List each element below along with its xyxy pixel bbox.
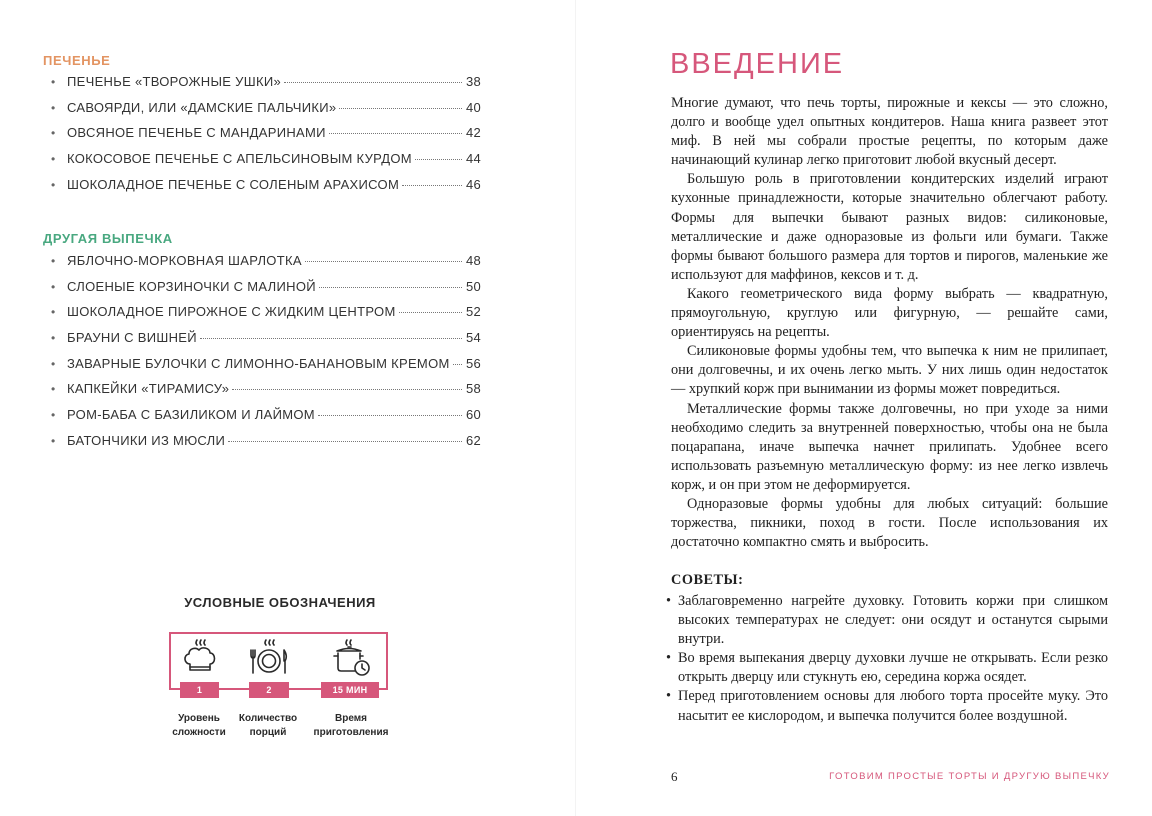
bullet-icon: • — [666, 688, 672, 705]
toc-item[interactable] — [51, 177, 481, 203]
dot-leader — [339, 108, 462, 109]
toc-item-page: 42 — [465, 125, 481, 141]
bullet-icon: • — [51, 75, 56, 89]
servings-badge: 2 — [249, 682, 289, 698]
tip-item — [666, 687, 1108, 725]
pot-timer-icon — [329, 637, 373, 681]
toc-section-title-other: ДРУГАЯ ВЫПЕЧКА — [43, 231, 173, 246]
chef-hat-icon — [178, 637, 222, 681]
toc-item-title: КАПКЕЙКИ «ТИРАМИСУ» — [67, 381, 230, 397]
legend-title: УСЛОВНЫЕ ОБОЗНАЧЕНИЯ — [184, 595, 376, 610]
dot-leader — [415, 159, 462, 160]
dot-leader — [305, 261, 462, 262]
toc-item-title: САВОЯРДИ, ИЛИ «ДАМСКИЕ ПАЛЬЧИКИ» — [67, 99, 337, 115]
toc-item-title: ШОКОЛАДНОЕ ПЕЧЕНЬЕ С СОЛЕНЫМ АРАХИСОМ — [67, 176, 400, 192]
dot-leader — [399, 312, 462, 313]
tip-text: Во время выпекания дверцу духовки лучше не открывать. Если резко открыть дверцу или стукнуть ею, середина коржа осядет. — [678, 650, 1108, 686]
legend-label-time: Время приготовления — [313, 713, 389, 738]
toc-list-cookies — [51, 74, 481, 202]
legend-frame-line — [289, 688, 321, 690]
toc-item-title: ПЕЧЕНЬЕ «ТВОРОЖНЫЕ УШКИ» — [67, 74, 281, 89]
toc-item[interactable] — [51, 74, 481, 100]
toc-item-title: ШОКОЛАДНОЕ ПИРОЖНОЕ С ЖИДКИМ ЦЕНТРОМ — [67, 304, 396, 320]
bullet-icon: • — [51, 433, 56, 448]
tips-title: СОВЕТЫ: — [671, 572, 744, 588]
toc-item-title: СЛОЕНЫЕ КОРЗИНОЧКИ С МАЛИНОЙ — [67, 278, 316, 294]
legend-frame-line — [169, 688, 180, 690]
toc-item-page: 58 — [465, 381, 481, 397]
paragraph: Одноразовые формы удобны для любых ситуаций: большие торжества, пикники, поход в гости. После использования их достаточно компактно смять и выбросить. — [671, 495, 1108, 551]
dot-leader — [318, 415, 462, 416]
toc-item-page: 46 — [465, 176, 481, 192]
paragraph: Силиконовые формы удобны тем, что выпечка к ним не прилипает, они долговечны, и их очень легко мыть. У них лишь один недостаток — хрупкий корж при вынимании из формы может повредиться. — [671, 343, 1108, 398]
legend-frame-line — [379, 688, 388, 690]
dot-leader — [402, 185, 462, 186]
legend-label-servings: Количество порций — [238, 713, 298, 738]
toc-item-page: 50 — [465, 278, 481, 294]
toc-item[interactable] — [51, 304, 481, 330]
toc-item-page: 52 — [465, 304, 481, 320]
dot-leader — [232, 389, 462, 390]
toc-item-title: ЯБЛОЧНО-МОРКОВНАЯ ШАРЛОТКА — [67, 253, 302, 268]
toc-item[interactable] — [51, 407, 481, 433]
toc-item-title: РОМ-БАБА С БАЗИЛИКОМ И ЛАЙМОМ — [67, 407, 315, 423]
tip-item — [666, 649, 1108, 687]
toc-section-title-cookies: ПЕЧЕНЬЕ — [43, 53, 111, 68]
toc-item-page: 56 — [465, 355, 481, 371]
bullet-icon: • — [51, 100, 56, 115]
paragraph: Большую роль в приготовлении кондитерских изделий играют кухонные принадлежности, которые значительно облегчают работу. Формы для выпечки бывают разных видов: силиконовые, металлические и даже одноразовые из фольги или бумаги. Также формы бывают большого размера для тортов и пирогов, маленькие же используют для маффинов, кексов и т. д. — [671, 171, 1108, 283]
toc-item-page: 48 — [465, 253, 481, 268]
toc-item-title: ЗАВАРНЫЕ БУЛОЧКИ С ЛИМОННО-БАНАНОВЫМ КРЕМОМ — [67, 355, 450, 371]
toc-item[interactable] — [51, 330, 481, 356]
toc-item[interactable] — [51, 279, 481, 305]
legend-label-difficulty: Уровень сложности — [172, 713, 226, 738]
bullet-icon: • — [666, 650, 672, 667]
toc-item[interactable] — [51, 433, 481, 459]
toc-item[interactable] — [51, 356, 481, 382]
tip-text: Перед приготовлением основы для любого торта просейте муку. Это насытит ее кислородом, и выпечка получится более воздушной. — [678, 688, 1108, 724]
toc-item[interactable] — [51, 151, 481, 177]
tips-list — [666, 592, 1108, 726]
toc-item-page: 38 — [465, 74, 481, 89]
bullet-icon: • — [51, 152, 56, 167]
toc-item-page: 54 — [465, 330, 481, 346]
bullet-icon: • — [51, 305, 56, 320]
dot-leader — [200, 338, 462, 339]
page-title: ВВЕДЕНИЕ — [670, 48, 845, 80]
toc-item[interactable] — [51, 100, 481, 126]
running-title: ГОТОВИМ ПРОСТЫЕ ТОРТЫ И ДРУГУЮ ВЫПЕЧКУ — [829, 771, 1110, 782]
bullet-icon: • — [51, 254, 56, 268]
difficulty-badge: 1 — [180, 682, 219, 698]
toc-item-page: 40 — [465, 99, 481, 115]
page-number: 6 — [671, 769, 678, 784]
toc-item[interactable] — [51, 125, 481, 151]
right-page — [576, 0, 1152, 816]
intro-body — [671, 94, 1108, 552]
dot-leader — [319, 287, 462, 288]
toc-item-title: КОКОСОВОЕ ПЕЧЕНЬЕ С АПЕЛЬСИНОВЫМ КУРДОМ — [67, 151, 412, 167]
bullet-icon: • — [666, 593, 672, 609]
dot-leader — [228, 441, 462, 442]
legend-frame-line — [219, 688, 249, 690]
bullet-icon: • — [51, 177, 56, 192]
paragraph: Какого геометрического вида форму выбрать — квадратную, прямоугольную, круглую или фигурную, — решайте сами, ориентируясь на рецепты. — [671, 285, 1108, 341]
tip-text: Заблаговременно нагрейте духовку. Готовить коржи при слишком высоких температурах не следует: они осядут и останутся сырыми внутри. — [678, 593, 1108, 648]
toc-item[interactable] — [51, 253, 481, 279]
toc-item[interactable] — [51, 381, 481, 407]
tip-item — [666, 592, 1108, 649]
dot-leader — [453, 364, 462, 365]
toc-item-title: БАТОНЧИКИ ИЗ МЮСЛИ — [67, 432, 226, 448]
bullet-icon: • — [51, 382, 56, 397]
toc-list-other — [51, 253, 481, 459]
time-badge: 15 МИН — [321, 682, 379, 698]
bullet-icon: • — [51, 279, 56, 294]
toc-item-page: 44 — [465, 151, 481, 167]
toc-item-title: ОВСЯНОЕ ПЕЧЕНЬЕ С МАНДАРИНАМИ — [67, 125, 326, 141]
paragraph: Металлические формы также долговечны, но при уходе за ними необходимо следить за внутренней поверхностью, чтобы она не была поцарапана, иначе выпечка начнет прилипать. Удобнее всего использовать разъемную металлическую форму: из нее легко извлечь корж, и он при этом не деформируется. — [671, 400, 1108, 493]
plate-cutlery-icon — [247, 637, 291, 681]
bullet-icon: • — [51, 126, 56, 141]
bullet-icon: • — [51, 408, 56, 423]
bullet-icon: • — [51, 331, 56, 346]
toc-item-page: 60 — [465, 407, 481, 423]
toc-item-title: БРАУНИ С ВИШНЕЙ — [67, 330, 197, 346]
paragraph: Многие думают, что печь торты, пирожные и кексы — это сложно, долго и вообще удел опытных кондитеров. Наша книга развеет этот миф. В ней мы собрали простые рецепты, по которым даже начинающий кулинар легко приготовит любой вкусный десерт. — [671, 95, 1108, 169]
dot-leader — [329, 133, 462, 134]
toc-item-page: 62 — [465, 432, 481, 448]
dot-leader — [284, 82, 462, 83]
bullet-icon: • — [51, 356, 56, 371]
